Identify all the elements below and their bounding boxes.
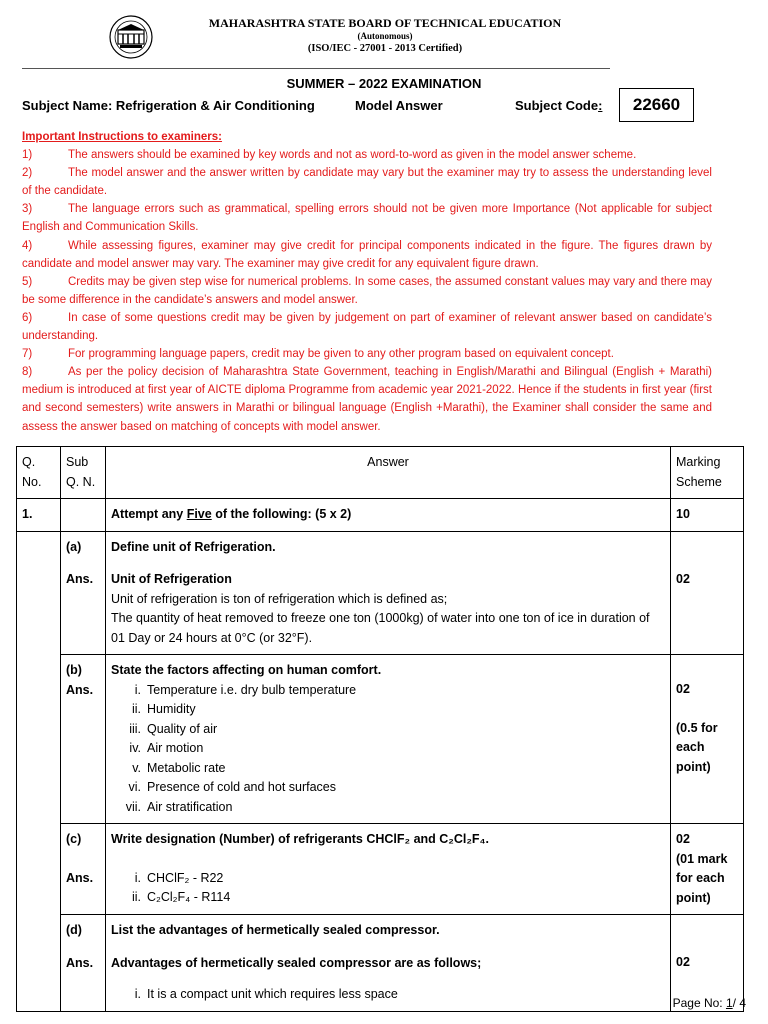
instruction-item: 7) For programming language papers, credit may be given to any other program based on equivalent concept. <box>22 348 614 361</box>
instructions-title: Important Instructions to examiners: <box>22 131 223 143</box>
examiner-instructions <box>22 128 712 436</box>
table-header-row <box>17 447 744 499</box>
col-header-marking: Marking Scheme <box>671 447 744 499</box>
answer-d: List the advantages of hermetically sealed compressor. Advantages of hermetically sealed compressor are as follows; i. It is a compact unit which requires less space <box>106 915 671 1012</box>
sub-question-empty <box>61 499 106 532</box>
table-row <box>17 499 744 532</box>
table-row <box>17 824 744 915</box>
table-row <box>17 531 744 655</box>
table-row <box>17 915 744 1012</box>
marks-a: 02 <box>671 531 744 655</box>
list-item: vii. Air stratification <box>125 799 233 814</box>
instruction-item: 3) The language errors such as grammatical, spelling errors should not be given more Importance (Not applicable for subject English and Communication Skills. <box>22 203 712 234</box>
sub-question-d: (d) Ans. <box>61 915 106 1012</box>
list-item: iv. Air motion <box>129 741 204 755</box>
subject-code-label: Subject Code: <box>515 98 603 113</box>
marks-c: 02 (01 mark for each point) <box>671 824 744 915</box>
col-header-answer: Answer <box>106 447 671 499</box>
instruction-item: 8) As per the policy decision of Maharashtra State Government, teaching in English/Marathi and Bilingual (English + Marathi) medium is introduced at first year of AICTE diploma Programme from academic year 2021-2022. Hence if the students in first year (first and second semesters) write answers in Marathi or bilingual language (English +Marathi), the Examiner shall consider the same and assess the answer based on matching of concepts with model answer. <box>22 366 712 433</box>
page-number: Page No: 1/ 4 <box>672 996 746 1010</box>
autonomous-label: (Autonomous) <box>357 31 413 41</box>
instruction-item: 5) Credits may be given step wise for numerical problems. In some cases, the assumed constant values may vary and there may be some difference in the candidate’s answers and model answer. <box>22 275 712 306</box>
answer-b: State the factors affecting on human comfort. i. Temperature i.e. dry bulb temperature ii. Humidity iii. Quality of air iv. Air motion v. Metabolic rate vi. Presence of cold and hot surfaces vii. Air stratification <box>106 655 671 824</box>
list-item: iii. Quality of air <box>129 721 218 736</box>
question-cell-empty <box>17 531 61 1011</box>
list-item: vi. Presence of cold and hot surfaces <box>128 780 337 794</box>
marks-d: 02 <box>671 915 744 1012</box>
question-instruction: Attempt any Five of the following: (5 x 2) <box>106 499 671 532</box>
instruction-item: 1) The answers should be examined by key words and not as word-to-word as given in the model answer scheme. <box>22 149 637 162</box>
subject-name: Subject Name: Refrigeration & Air Conditioning <box>22 98 315 113</box>
sub-question-b: (b) Ans. <box>61 655 106 824</box>
answer-table <box>16 446 744 1012</box>
col-header-q-no: Q. No. <box>17 447 61 499</box>
iso-certification: (ISO/IEC - 27001 - 2013 Certified) <box>307 43 463 54</box>
list-item: ii. Humidity <box>131 702 196 716</box>
table-row <box>17 655 744 824</box>
col-header-sub-qn: Sub Q. N. <box>61 447 106 499</box>
model-answer-label: Model Answer <box>355 98 443 113</box>
list-item: i. It is a compact unit which requires less space <box>134 987 398 1001</box>
instruction-item: 4) While assessing figures, examiner may give credit for principal components indicated in the figure. The figures drawn by candidate and model answer may vary. The examiner may give credit for any equivalent figure drawn. <box>22 239 712 270</box>
list-item: v. Metabolic rate <box>132 760 226 775</box>
list-item: ii. C₂Cl₂F₄ - R114 <box>131 890 231 904</box>
header-divider <box>22 68 610 69</box>
instruction-item: 6) In case of some questions credit may be given by judgement on part of examiner of relevant answer based on candidate’s understanding. <box>22 311 712 343</box>
sub-question-c: (c) Ans. <box>61 824 106 915</box>
marks-b: 02 (0.5 for each point) <box>671 655 744 824</box>
sub-question-a: (a) Ans. <box>61 531 106 655</box>
instruction-item: 2) The model answer and the answer written by candidate may vary but the examiner may try to assess the understanding level of the candidate. <box>22 167 712 198</box>
list-item: i. Temperature i.e. dry bulb temperature <box>134 682 357 697</box>
exam-title: SUMMER – 2022 EXAMINATION <box>286 76 482 91</box>
answer-a: Define unit of Refrigeration. Unit of Refrigeration Unit of refrigeration is ton of refrigeration which is defined as; The quantity of heat removed to freeze one ton (1000kg) of water into one ton of ice in duration of 01 Day or 24 hours at 0°C (or 32°F). <box>106 531 671 655</box>
list-item: i. CHClF₂ - R22 <box>134 870 224 885</box>
marks-total: 10 <box>671 499 744 532</box>
question-number: 1. <box>17 499 61 532</box>
answer-c: Write designation (Number) of refrigerants CHClF₂ and C₂Cl₂F₄. i. CHClF₂ - R22 ii. C₂Cl₂F₄ - R114 <box>106 824 671 915</box>
board-name: MAHARASHTRA STATE BOARD OF TECHNICAL EDUCATION <box>208 16 562 30</box>
subject-code-box: 22660 <box>619 88 694 122</box>
